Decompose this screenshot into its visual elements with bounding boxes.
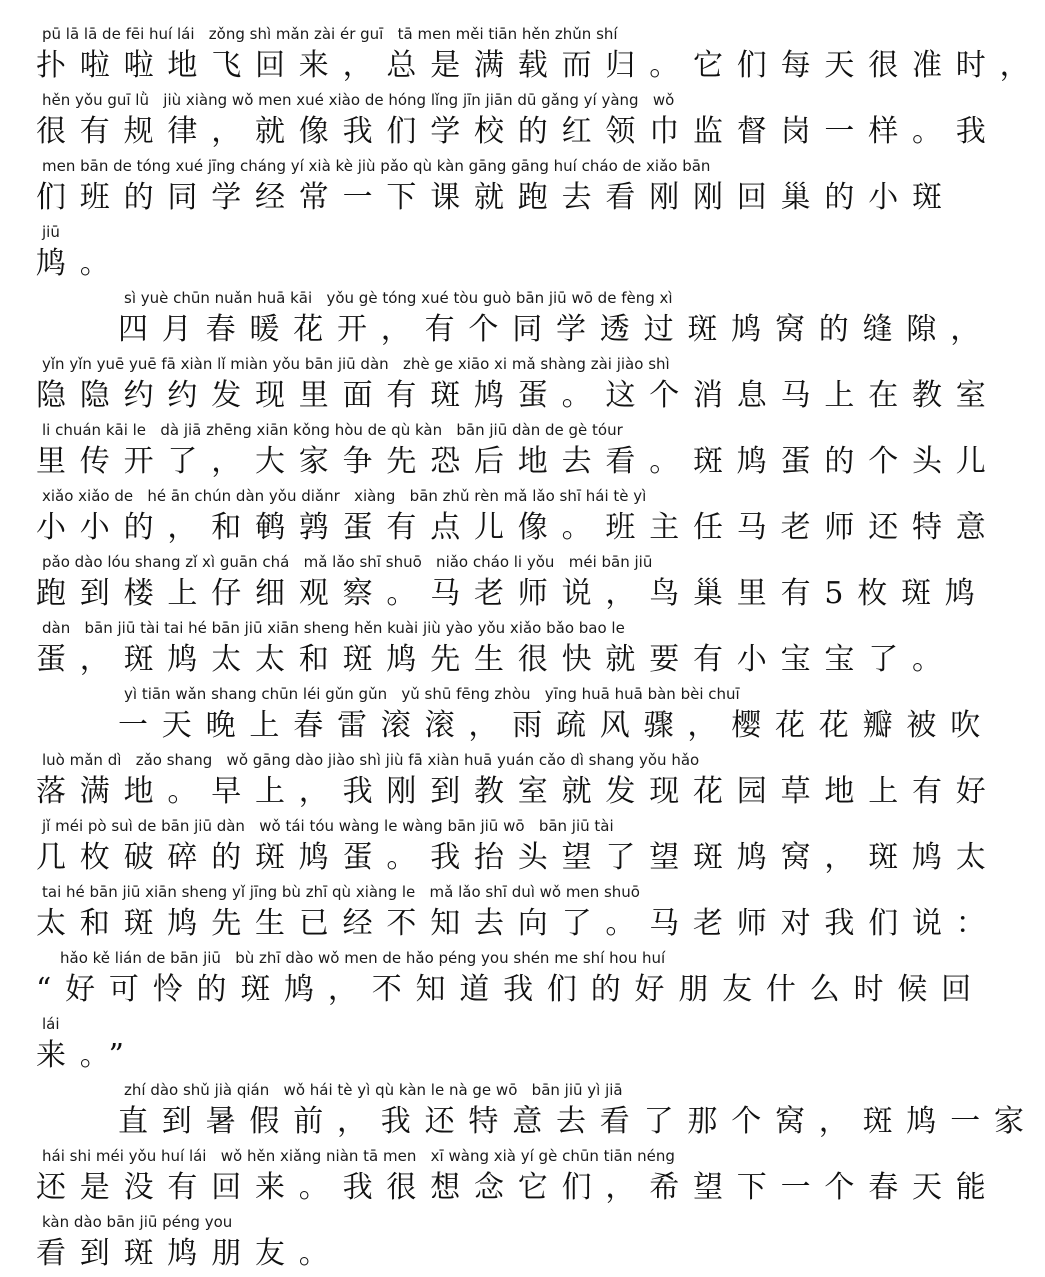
pinyin-row: dàn bān jiū tài tai hé bān jiū xiān sheng hěn kuài jiù yào yǒu xiǎo bǎo bao le [42,619,625,637]
text-line [0,22,1044,88]
pinyin-row: hái shi méi yǒu huí lái wǒ hěn xiǎng niàn tā men xī wàng xià yí gè chūn tiān néng [42,1147,675,1165]
hanzi-row: 们班的同学经常一下课就跑去看刚刚回巢的小斑 [36,180,956,215]
pinyin-row: zhí dào shǔ jià qián wǒ hái tè yì qù kàn le nà ge wō bān jiū yì jiā [124,1081,623,1099]
text-line [0,814,1000,880]
text-line [0,1012,921,1078]
pinyin-row: men bān de tóng xué jīng cháng yí xià kè jiù pǎo qù kàn gāng gāng huí cháo de xiǎo bān [42,157,711,175]
pinyin-row: yì tiān wǎn shang chūn léi gǔn gǔn yǔ shū fēng zhòu yīng huā huā bàn bèi chuī [124,685,740,703]
hanzi-row: 隐隐约约发现里面有斑鸠蛋。这个消息马上在教室 [36,378,1000,413]
hanzi-row: 蛋，斑鸠太太和斑鸠先生很快就要有小宝宝了。 [36,642,956,677]
hanzi-row: 太和斑鸠先生已经不知去向了。马老师对我们说： [36,906,1000,941]
hanzi-row: 还是没有回来。我很想念它们，希望下一个春天能 [36,1170,1000,1205]
hanzi-row: 扑啦啦地飞回来，总是满载而归。它们每天很准时， [36,48,1044,83]
text-line [0,550,989,616]
hanzi-row: 一天晚上春雷滚滚，雨疏风骤，樱花花瓣被吹 [118,708,994,743]
pinyin-row: jǐ méi pò suì de bān jiū dàn wǒ tái tóu wàng le wàng bān jiū wō bān jiū tài [42,817,614,835]
text-line [0,1144,1000,1210]
text-line [0,154,956,220]
text-line [0,748,1000,814]
pinyin-row: jiū [42,223,60,241]
text-line [0,88,1000,154]
text-line [0,220,921,286]
hanzi-row: 鸠。 [36,246,124,281]
text-line [0,946,985,1012]
pinyin-row: hǎo kě lián de bān jiū bù zhī dào wǒ men de hǎo péng you shén me shí hou huí [60,949,666,967]
pinyin-row: tai hé bān jiū xiān sheng yǐ jīng bù zhī qù xiàng le mǎ lǎo shī duì wǒ men shuō [42,883,640,901]
pinyin-row: pū lā lā de fēi huí lái zǒng shì mǎn zài ér guī tā men měi tiān hěn zhǔn shí [42,25,618,43]
text-line [0,286,994,352]
hanzi-row: 小小的，和鹌鹑蛋有点儿像。班主任马老师还特意 [36,510,1000,545]
text-line [0,616,956,682]
hanzi-row: 里传开了，大家争先恐后地去看。斑鸠蛋的个头儿 [36,444,1000,479]
hanzi-row: 直到暑假前，我还特意去看了那个窝，斑鸠一家 [118,1104,1038,1139]
pinyin-row: yǐn yǐn yuē yuē fā xiàn lǐ miàn yǒu bān jiū dàn zhè ge xiāo xi mǎ shàng zài jiào shì [42,355,670,373]
hanzi-row: 看到斑鸠朋友。 [36,1236,343,1271]
text-line [0,1210,921,1276]
text-line [0,484,1000,550]
pinyin-row: xiǎo xiǎo de hé ān chún dàn yǒu diǎnr xiàng bān zhǔ rèn mǎ lǎo shī hái tè yì [42,487,647,505]
pinyin-row: li chuán kāi le dà jiā zhēng xiān kǒng hòu de qù kàn bān jiū dàn de gè tóur [42,421,623,439]
text-line [0,352,1000,418]
hanzi-row: 四月春暖花开，有个同学透过斑鸠窝的缝隙， [118,312,994,347]
pinyin-row: pǎo dào lóu shang zǐ xì guān chá mǎ lǎo shī shuō niǎo cháo li yǒu méi bān jiū [42,553,653,571]
hanzi-row: 很有规律，就像我们学校的红领巾监督岗一样。我 [36,114,1000,149]
text-line [0,880,1000,946]
pinyin-row: hěn yǒu guī lǜ jiù xiàng wǒ men xué xiào de hóng lǐng jīn jiān dū gǎng yí yàng wǒ [42,91,675,109]
hanzi-row: 几枚破碎的斑鸠蛋。我抬头望了望斑鸠窝，斑鸠太 [36,840,1000,875]
hanzi-row: 跑到楼上仔细观察。马老师说，鸟巢里有5枚斑鸠 [36,576,989,611]
text-line [0,1078,1038,1144]
pinyin-row: luò mǎn dì zǎo shang wǒ gāng dào jiào shì jiù fā xiàn huā yuán cǎo dì shang yǒu hǎo [42,751,700,769]
pinyin-row: lái [42,1015,60,1033]
hanzi-row: 来。” [36,1038,138,1073]
text-line [0,418,1000,484]
hanzi-row: “好可怜的斑鸠，不知道我们的好朋友什么时候回 [36,972,985,1007]
text-line [0,682,994,748]
hanzi-row: 落满地。早上，我刚到教室就发现花园草地上有好 [36,774,1000,809]
pinyin-row: kàn dào bān jiū péng you [42,1213,233,1231]
pinyin-row: sì yuè chūn nuǎn huā kāi yǒu gè tóng xué tòu guò bān jiū wō de fèng xì [124,289,673,307]
